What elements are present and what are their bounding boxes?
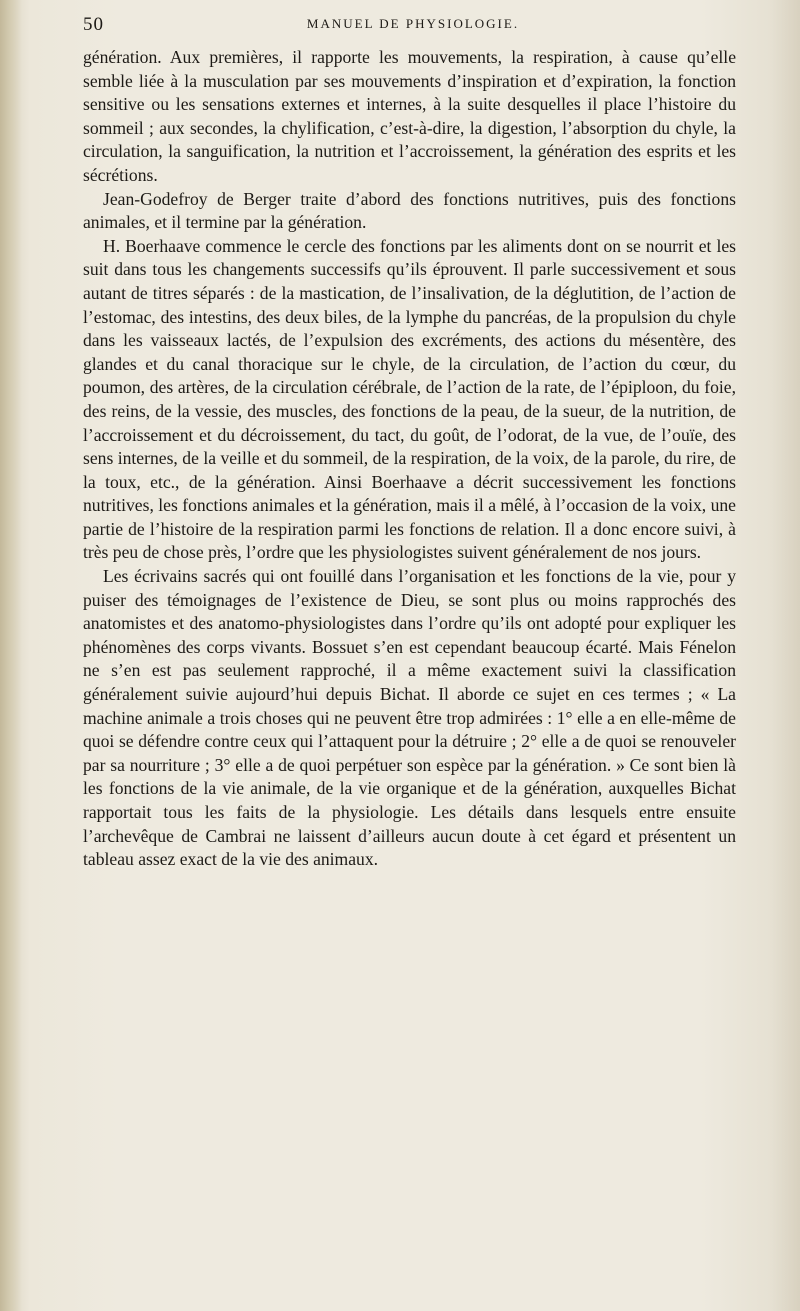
running-title: MANUEL DE PHYSIOLOGIE.	[306, 16, 520, 31]
page-number: 50	[83, 14, 104, 35]
binding-stain	[0, 0, 22, 1311]
paragraph-berger: Jean-Godefroy de Berger traite d’abord des fonctions nutritives, puis des fonctions animales, et il termine par la génération.	[83, 188, 736, 233]
page-header	[83, 14, 743, 40]
paragraph-continuation: génération. Aux premières, il rapporte les mouvements, la respiration, à cause qu’elle semble liée à la musculation par ses mouvements d’inspiration et d’expiration, la fonction sensitive ou les sensations externes et internes, à la suite desquelles il place l’histoire du sommeil ; aux secondes, la chylification, c’est-à-dire, la digestion, l’absorption du chyle, la circulation, la sanguification, la nutrition et l’accroissement, la génération des esprits et les sécrétions.	[83, 47, 736, 185]
body-text	[83, 46, 736, 872]
paragraph-boerhaave: H. Boerhaave commence le cercle des fonctions par les aliments dont on se nourrit et les suit dans tous les changements successifs qu’ils éprouvent. Il parle successivement et sous autant de titres séparés : de la mastication, de l’insalivation, de la déglutition, de l’action de l’estomac, des intestins, des deux biles, de la lymphe du pancréas, de la propulsion du chyle dans les vaisseaux lactés, de l’expulsion des excréments, des actions du mésentère, des glandes et du canal thoracique sur le chyle, de la circulation, de l’action du cœur, du poumon, des artères, de la circulation cérébrale, de l’action de la rate, de l’épiploon, du foie, des reins, de la vessie, des muscles, des fonctions de la peau, de la sueur, de la nutrition, de l’accroissement et du décroissement, du tact, du goût, de l’odorat, de la vue, de l’ouïe, des sens internes, de la veille et du sommeil, de la respiration, de la voix, de la parole, du rire, de la toux, etc., de la génération. Ainsi Boerhaave a décrit successivement les fonctions nutritives, les fonctions animales et la génération, mais il a mêlé, à l’occasion de la voix, une partie de l’histoire de la respiration parmi les fonctions de relation. Il a donc encore suivi, à très peu de chose près, l’ordre que les physiologistes suivent généralement de nos jours.	[83, 235, 736, 563]
paragraph-ecrivains-sacres: Les écrivains sacrés qui ont fouillé dans l’organisation et les fonctions de la vie, pour y puiser des témoignages de l’existence de Dieu, se sont plus ou moins rapprochés des anatomistes et des anatomo-physiologistes dans l’ordre qu’ils ont adopté pour expliquer les phénomènes des corps vivants. Bossuet s’en est cependant beaucoup écarté. Mais Fénelon ne s’en est pas seulement rapproché, il a même exactement suivi la classification généralement suivie aujourd’hui depuis Bichat. Il aborde ce sujet en ces termes ; « La machine animale a trois choses qui ne peuvent être trop admirées : 1° elle a en elle-même de quoi se défendre contre ceux qui l’attaquent pour la détruire ; 2° elle a de quoi se renouveler par sa nourriture ; 3° elle a de quoi perpétuer son espèce par la génération. » Ce sont bien là les fonctions de la vie animale, de la vie organique et de la génération, auxquelles Bichat rapportait tous les faits de la physiologie. Les détails dans lesquels entre ensuite l’archevêque de Cambrai ne laissent d’ailleurs aucun doute à cet égard et présentent un tableau assez exact de la vie des animaux.	[83, 566, 736, 870]
